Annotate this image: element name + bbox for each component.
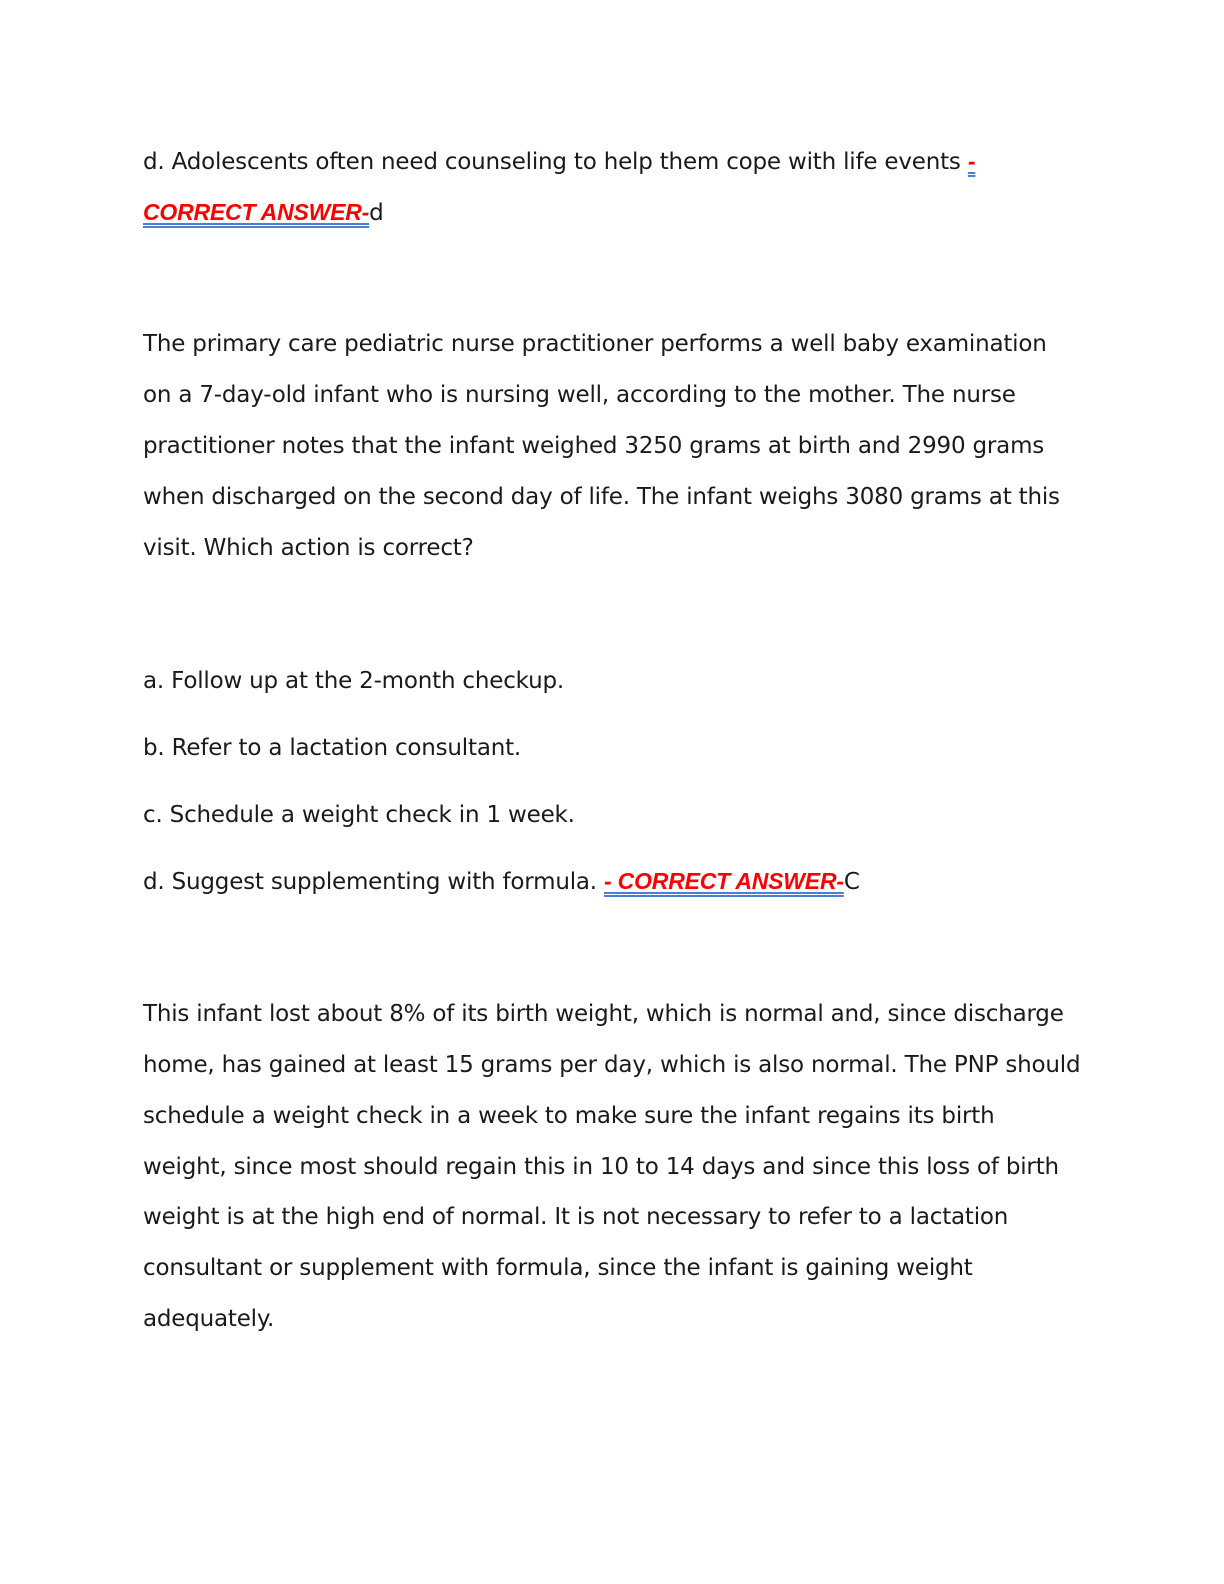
q2-rationale-line: weight, since most should regain this in 10 to 14 days and since this loss of birth (143, 1154, 1059, 1180)
q2-rationale-line: home, has gained at least 15 grams per day, which is also normal. The PNP should (143, 1052, 1081, 1078)
q1-answer-line (143, 197, 384, 228)
q2-rationale-line: adequately. (143, 1306, 275, 1332)
q2-rationale-line: weight is at the high end of normal. It is not necessary to refer to a lactation (143, 1204, 1009, 1230)
q2-answer-label: - CORRECT ANSWER- (604, 868, 844, 894)
q2-rationale-line: consultant or supplement with formula, since the infant is gaining weight (143, 1255, 973, 1281)
q2-stem-line: when discharged on the second day of life. The infant weighs 3080 grams at this (143, 484, 1060, 510)
q2-option-a: a. Follow up at the 2-month checkup. (143, 668, 564, 694)
q2-stem-line: The primary care pediatric nurse practitioner performs a well baby examination (143, 331, 1047, 357)
q2-rationale-line: This infant lost about 8% of its birth weight, which is normal and, since discharge (143, 1001, 1064, 1027)
q1-option-d-text: d. Adolescents often need counseling to help them cope with life events (143, 149, 961, 175)
q1-option-d (143, 146, 975, 177)
q2-stem-line: on a 7-day-old infant who is nursing well, according to the mother. The nurse (143, 382, 1016, 408)
q1-answer-dash: - (967, 148, 976, 174)
q2-stem-line: practitioner notes that the infant weighed 3250 grams at birth and 2990 grams (143, 433, 1045, 459)
q2-rationale-line: schedule a weight check in a week to make sure the infant regains its birth (143, 1103, 995, 1129)
q1-answer-value: d (369, 200, 384, 226)
q2-option-b: b. Refer to a lactation consultant. (143, 735, 522, 761)
q1-answer-label: CORRECT ANSWER- (143, 199, 370, 225)
q2-stem-line: visit. Which action is correct? (143, 535, 474, 561)
q2-option-c: c. Schedule a weight check in 1 week. (143, 802, 575, 828)
q2-answer-value: C (843, 869, 860, 895)
q2-option-d-text: d. Suggest supplementing with formula. (143, 869, 597, 895)
q2-option-d (143, 866, 860, 897)
